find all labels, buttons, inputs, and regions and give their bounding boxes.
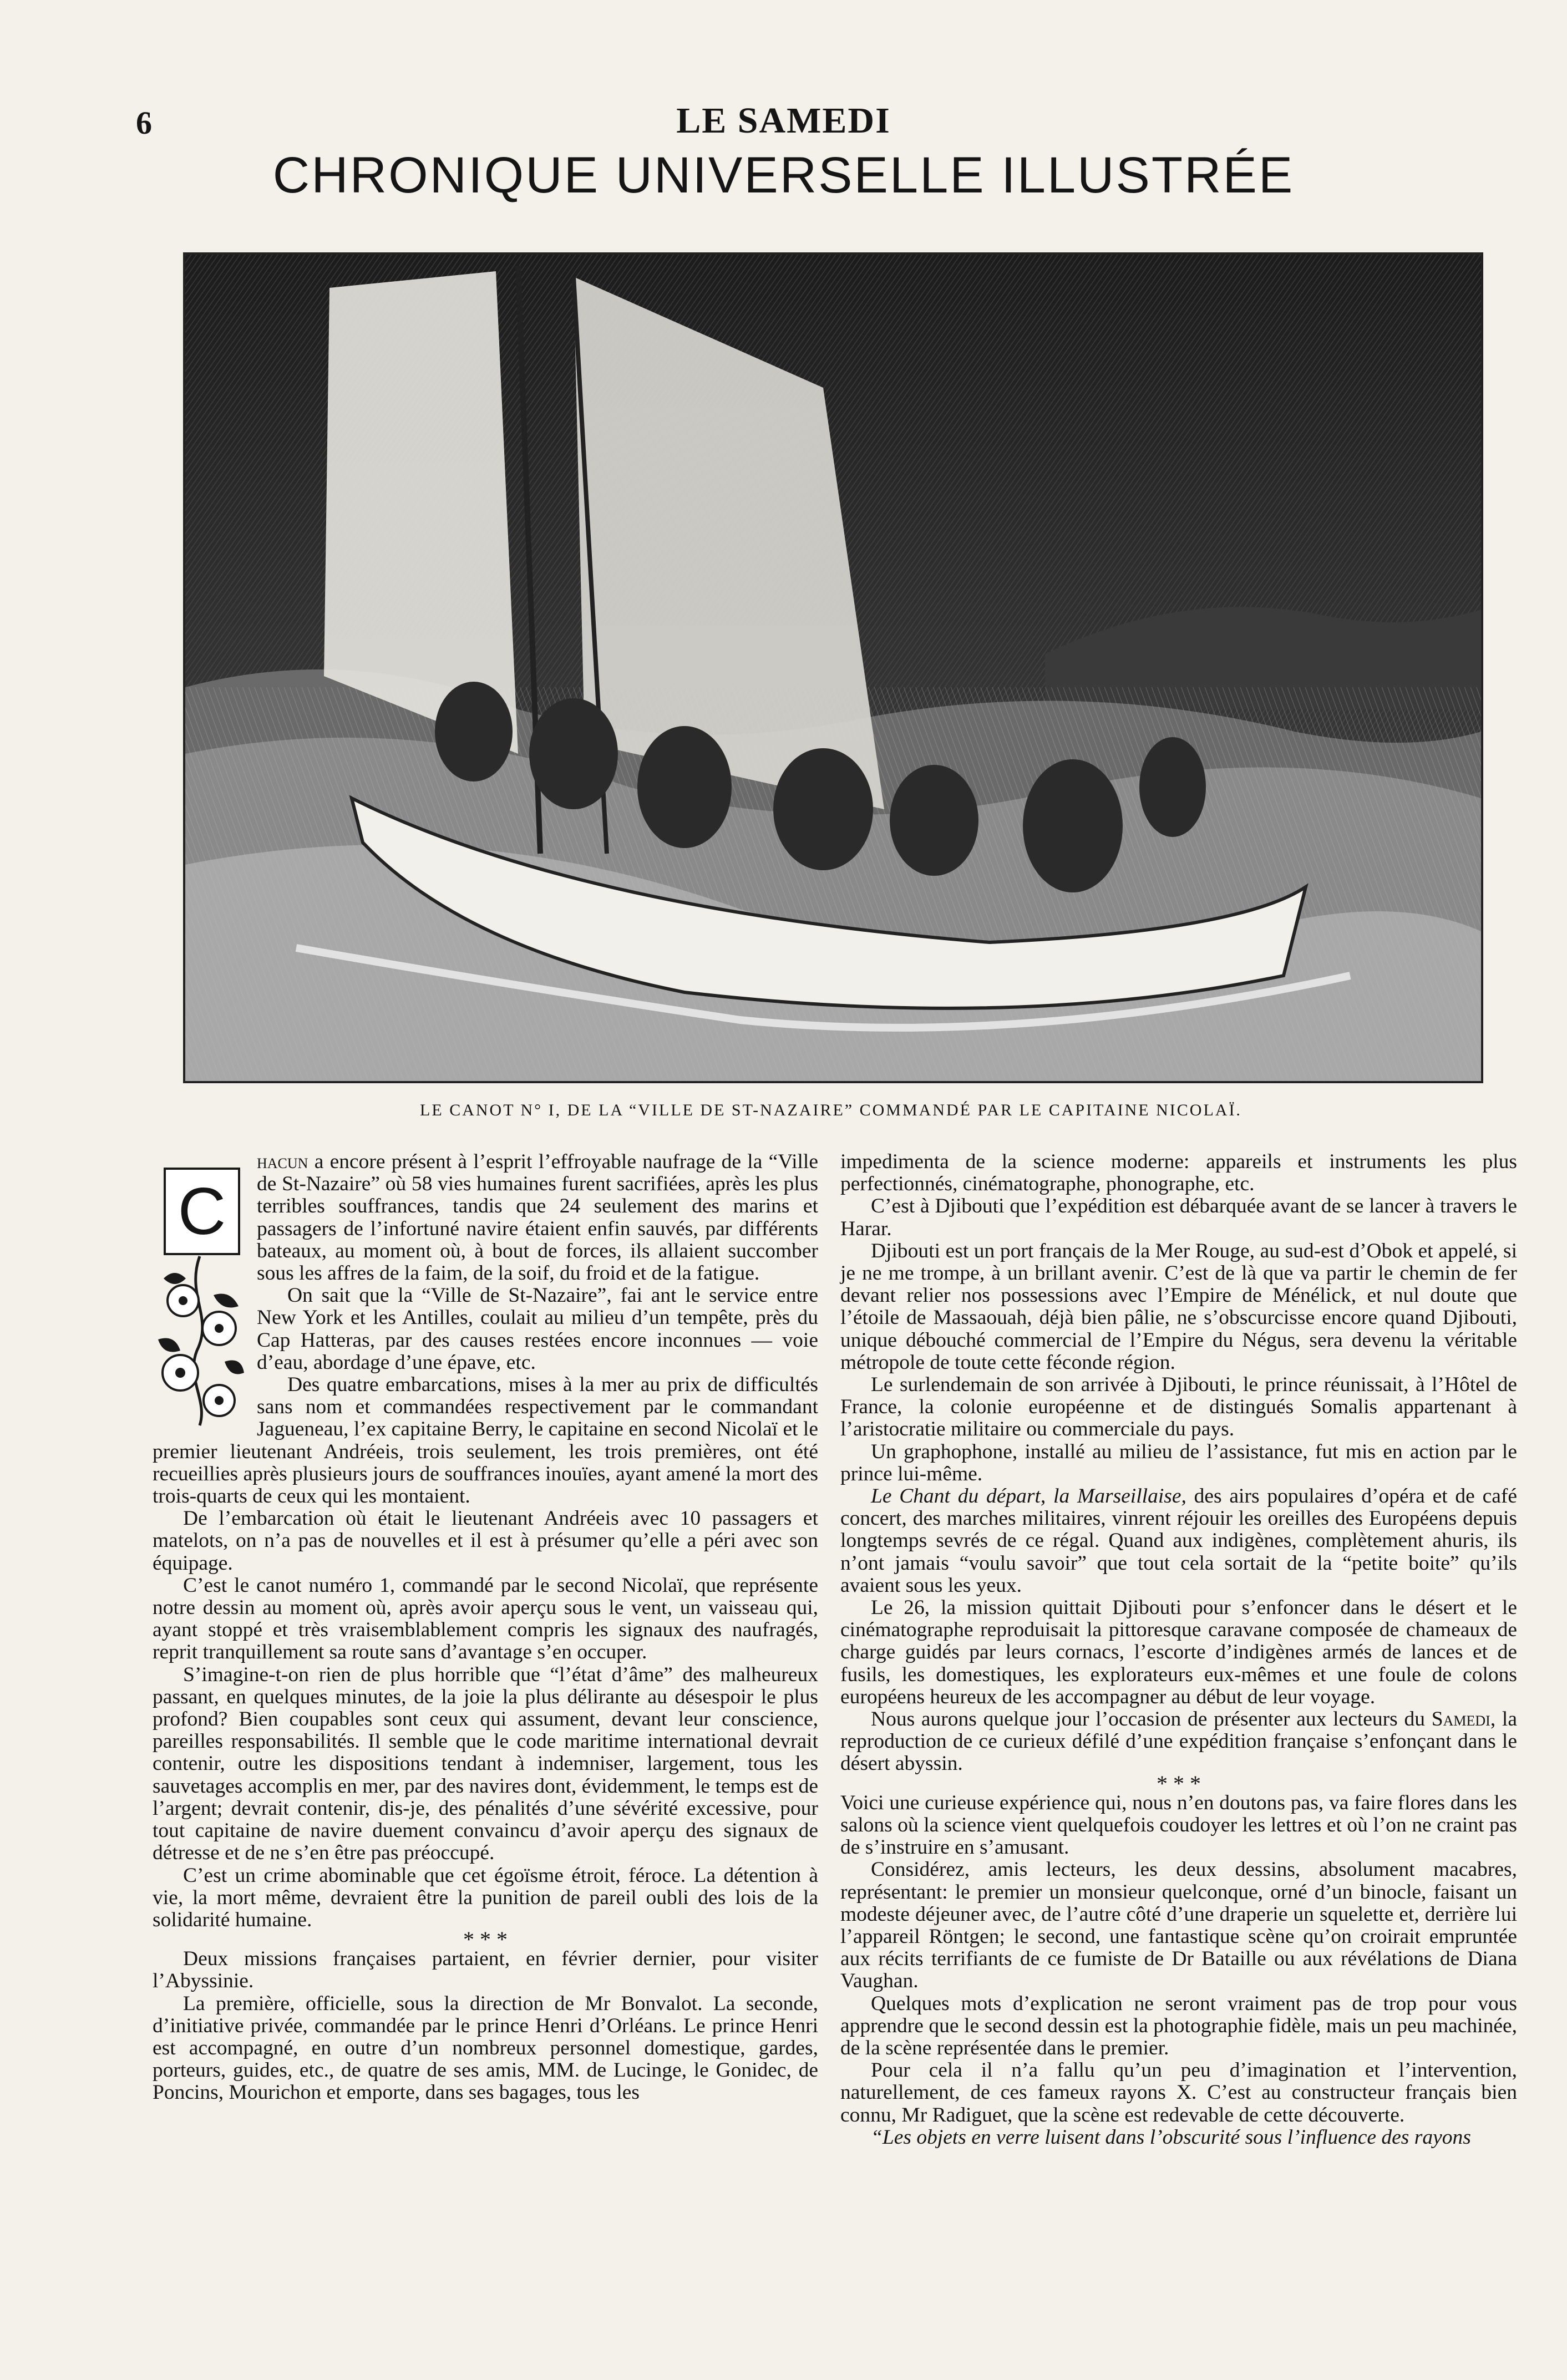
paragraph: Djibouti est un port français de la Mer Rouge, au sud-est d’Obok et appelé, si je ne me trompe, à un brillant avenir. C’est de là que va partir le chemin de fer devant relier nos possessions avec l’Empire de Ménélick, et nul doute que l’étoile de Massaouah, déjà bien pâlie, ne s’obscurcisse encore quand Djibouti, unique débouché commercial de l’Empire du Négus, sera devenu la véritable métropole de toute cette féconde région. xyxy=(840,1239,1517,1374)
paragraph-text: a encore présent à l’esprit l’effroyable naufrage de la “Ville de St-Nazaire” où 58 vies humaines furent sacrifiées, après les plus terribles souffrances, tandis que 24 seulement des marins et passagers de l’infortuné navire étaient enfin sauvés, par différents bateaux, au moment où, à bout de forces, ils allaient succomber sous les affres de la faim, de la soif, du froid et de la fatigue. xyxy=(257,1150,818,1285)
dropcap-letter: C xyxy=(164,1168,240,1255)
paragraph: Le surlendemain de son arrivée à Djibouti, le prince réunissait, à l’Hôtel de France, la colonie européenne et de distingués Somalis appartenant à l’aristocratie militaire ou commerciale du pays. xyxy=(840,1373,1517,1441)
paragraph xyxy=(840,1708,1517,1775)
paragraph-text: des airs populaires d’opéra et de café concert, des marches militaires, vinrent réjouir les oreilles des Européens depuis longtemps sevrés de ce régal. Quand aux indigènes, complètement ahuris, ils n’ont jamais “voulu savoir” que tout cela sortait de la “petite boite” qu’ils avaient sous les yeux. xyxy=(840,1485,1518,1597)
paragraph xyxy=(840,2127,1517,2149)
paragraph: impedimenta de la science moderne: appareils et instruments les plus perfectionnés, cinématographe, phonographe, etc. xyxy=(840,1150,1517,1196)
newspaper-subtitle: CHRONIQUE UNIVERSELLE ILLUSTRÉE xyxy=(272,147,1295,204)
paragraph-text: Nous aurons quelque jour l’occasion de présenter aux lecteurs du xyxy=(871,1708,1425,1731)
paragraph: C’est le canot numéro 1, commandé par le second Nicolaï, que représente notre dessin au moment où, après avoir aperçu sous le vent, un vaisseau qui, ayant stoppé et très vraisemblablement compris les signaux des naufragés, reprit tranquillement sa route sans d’avantage s’en occuper. xyxy=(153,1574,818,1664)
paragraph xyxy=(840,1485,1517,1597)
paragraph: Quelques mots d’explication ne seront vraiment pas de trop pour vous apprendre que le second dessin est la photographie fidèle, mais un peu machinée, de la scène représentée dans le premier. xyxy=(840,1992,1517,2059)
paragraph: On sait que la “Ville de St-Nazaire”, fai ant le service entre New York et les Antilles, coulait au milieu d’un tempête, près du Cap Hatteras, par des causes restées encore inconnues — voie d’eau, abordage d’une épave, etc. xyxy=(257,1284,818,1374)
journal-name: Samedi xyxy=(1431,1708,1490,1731)
paragraph: De l’embarcation où était le lieutenant Andréeis avec 10 passagers et matelots, on n’a pas de nouvelles et il est à présumer qu’elle a péri avec son équipage. xyxy=(153,1507,818,1575)
article-column-left xyxy=(153,1151,818,2104)
italic-title: Le Chant du départ, la Marseillaise, xyxy=(871,1485,1186,1508)
paragraph: Des quatre embarcations, mises à la mer au prix de difficultés sans nom et commandées respectivement par le commandant Jagueneau, l’ex capitaine Berry, le capitaine en second Nicolaï et le premier lieutenant Andréeis, trois seulement, les trois premières, ont été recueillies après plusieurs jours de souffrances inouïes, ayant amené la mort des trois-quarts de ceux qui les montaient. xyxy=(153,1373,818,1508)
paragraph xyxy=(153,1151,818,1285)
paragraph: C’est à Djibouti que l’expédition est débarquée avant de se lancer à travers le Harar. xyxy=(840,1195,1517,1240)
paragraph: Deux missions françaises partaient, en février dernier, pour visiter l’Abyssinie. xyxy=(153,1947,818,1993)
italic-quote: “Les objets en verre luisent dans l’obscurité sous l’influence des rayons xyxy=(871,2125,1471,2149)
article-column-right xyxy=(840,1151,1517,2149)
paragraph: Un graphophone, installé au milieu de l’assistance, fut mis en action par le prince lui-même. xyxy=(840,1440,1517,1485)
asterism-divider: * * * xyxy=(463,1927,508,1952)
newspaper-title: LE SAMEDI xyxy=(676,100,891,141)
masthead xyxy=(0,100,1567,205)
paragraph: C’est un crime abominable que cet égoïsme étroit, féroce. La détention à vie, la mort même, devraient être la punition de pareil oubli des lois de la solidarité humaine. xyxy=(153,1864,818,1931)
illustration-caption: LE CANOT N° I, DE LA “VILLE DE ST-NAZAIRE” COMMANDÉ PAR LE CAPITAINE NICOLAÏ. xyxy=(420,1101,1242,1119)
lead-word: hacun xyxy=(257,1150,308,1173)
paragraph: Pour cela il n’a fallu qu’un peu d’imagination et l’intervention, naturellement, de ces fameux rayons X. C’est au constructeur français bien connu, Mr Radiguet, que la scène est redevable de cette découverte. xyxy=(840,2059,1517,2127)
paragraph: Le 26, la mission quittait Djibouti pour s’enfoncer dans le désert et le cinématographe reproduisait la pittoresque caravane composée de chameaux de charge guidés par leurs cornacs, l’escorte d’indigènes armés de lances et de fusils, les domestiques, les explorateurs eux-mêmes et une foule de colons européens heureux de les accompagner au début de leur voyage. xyxy=(840,1596,1517,1708)
lifeboat-engraving xyxy=(185,255,1481,1081)
page-number: 6 xyxy=(136,105,152,141)
paragraph: La première, officielle, sous la direction de Mr Bonvalot. La seconde, d’initiative privée, commandée par le prince Henri d’Orléans. Le prince Henri est accompagné, en outre d’un nombreux personnel domestique, gardes, porteurs, guides, etc., de quatre de ses amis, MM. de Lucinge, le Gonidec, de Poncins, Mourichon et emporte, dans ses bagages, tous les xyxy=(153,1992,818,2104)
asterism-divider: * * * xyxy=(1157,1770,1201,1796)
paragraph: Considérez, amis lecteurs, les deux dessins, absolument macabres, représentant: le premier un monsieur quelconque, orné d’un binocle, faisant un modeste déjeuner avec, de l’autre côté d’une draperie un squelette et, derrière lui l’appareil Röntgen; le second, une fantastique scène qu’on croirait empruntée aux récits terrifiants de ce fumiste de Dr Bataille ou aux révélations de Diana Vaughan. xyxy=(840,1858,1517,1993)
engraving-lifeboat-illustration xyxy=(183,252,1483,1083)
paragraph: Voici une curieuse expérience qui, nous n’en doutons pas, va faire flores dans les salons où la science vient quelquefois coudoyer les lettres et où l’on ne craint pas de s’instruire en s’amusant. xyxy=(840,1791,1517,1859)
paragraph: S’imagine-t-on rien de plus horrible que “l’état d’âme” des malheureux passant, en quelques minutes, de la joie la plus délirante au désespoir le plus profond? Bien coupables sont ceux qui assument, devant leur conscience, pareilles responsabilités. Il semble que le code maritime international devrait contenir, outre les dispositions tendant à indemniser, largement, tous les sauvetages accomplis en mer, par des navires dont, évidemment, le temps est de l’argent; devrait contenir, dis-je, des pénalités d’une sévérité excessive, pour tout capitaine de navire duement convaincu d’avoir aperçu des signaux de détresse et de ne s’en être pas préoccupé. xyxy=(153,1663,818,1865)
ornamental-dropcap xyxy=(153,1151,247,1428)
paragraph-text: , la reproduction de ce curieux défilé d’une expédition française s’enfonçant dans le désert abyssin. xyxy=(840,1708,1517,1775)
